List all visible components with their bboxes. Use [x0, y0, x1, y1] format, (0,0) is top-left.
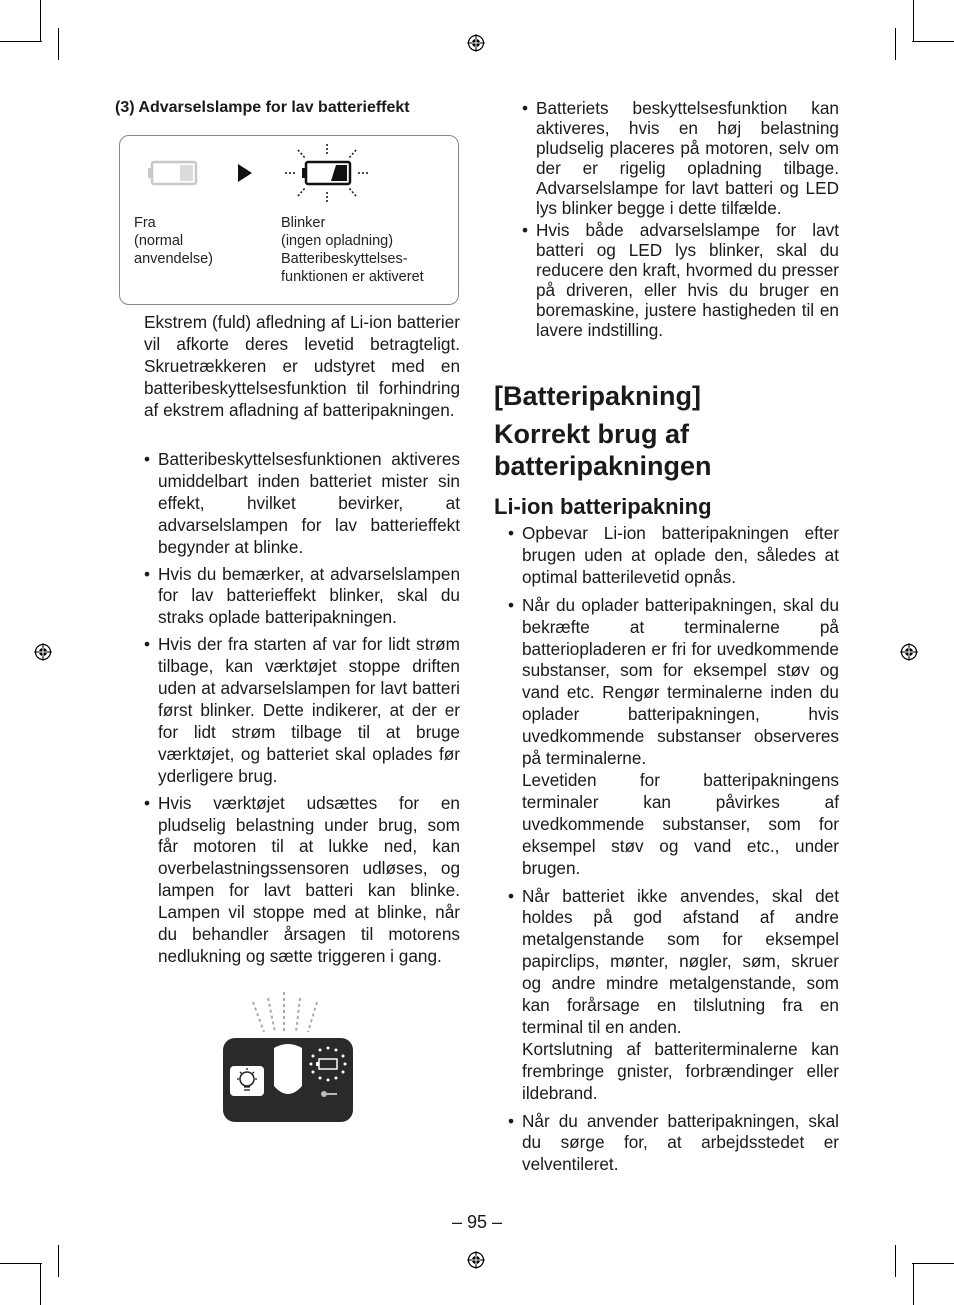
crop-mark	[912, 1263, 954, 1264]
crop-mark	[0, 1263, 42, 1264]
page-subtitle: Korrekt brug af batteripakningen	[494, 419, 712, 481]
registration-mark-icon	[34, 643, 52, 661]
list-item: • Hvis du bemærker, at advarselslampen for lav batterieffekt blinker, skal du straks oplade batteripakningen.	[144, 564, 460, 630]
right-top-bullet-list	[522, 98, 839, 340]
section-title: Li-ion batteripakning	[494, 494, 712, 519]
list-item: • Hvis værktøjet udsættes for en pludselig belastning under brug, som får motoren til at lukke ned, kan overbelastningssensoren udløses, og lampen for lavt batteri kan blinke. Lampen vil stoppe med at blinke, når du behandler årsagen til motorens nedlukning og sætte triggeren i gang.	[144, 793, 460, 968]
list-item-note: Kortslutning af batteriterminalerne kan frembringe gnister, forbrændinger eller ildebrand.	[522, 1038, 839, 1103]
diagram-label-blinking	[281, 214, 456, 286]
crop-mark	[0, 41, 42, 42]
crop-mark	[40, 0, 41, 42]
list-item	[508, 595, 839, 880]
label-line: (normal	[134, 233, 184, 249]
label-line: Batteribeskyttelses-	[281, 251, 408, 267]
list-item: • Hvis både advarselslampe for lavt batteri og LED lys blinker, skal du reducere den kraft, hvormed du presser på driveren, eller hvis du bruger en boremaskine, justere hastigheden til en lavere indstilling.	[522, 220, 839, 340]
diagram-label-off	[134, 214, 254, 268]
label-line: anvendelse)	[134, 251, 213, 267]
tool-indicator-panel-illustration	[220, 990, 360, 1125]
crop-mark	[58, 28, 59, 60]
list-item-text: • Opbevar Li-ion batteripakningen efter brugen uden at oplade den, således at optimal batterilevetid opnås.	[522, 523, 839, 587]
right-bullet-list	[508, 523, 839, 1176]
list-item	[508, 886, 839, 1105]
intro-paragraph: Ekstrem (fuld) afledning af Li-ion batterier vil afkorte deres levetid betragteligt. Skruetrækkeren er udstyret med en batteribeskyttelsesfunktion til forhindring af ekstrem afladning af batteripakningen.	[144, 312, 460, 420]
label-line: funktionen er aktiveret	[281, 269, 424, 285]
list-item: • Hvis der fra starten af var for lidt strøm tilbage, kan værktøjet stoppe driften uden at advarselslampen for lavt batteri først blinker. Dette indikerer, at der er for lidt strøm tilbage til at bruge værktøjet, og batteriet skal oplades før yderligere brug.	[144, 634, 460, 787]
list-item-text: • Når du anvender batteripakningen, skal du sørge for, at arbejdsstedet er velventileret.	[522, 1110, 839, 1175]
left-bullet-list	[144, 449, 460, 968]
crop-mark	[913, 0, 914, 42]
crop-mark	[913, 1263, 914, 1305]
list-item	[508, 523, 839, 589]
registration-mark-icon	[467, 1251, 485, 1269]
registration-mark-icon	[467, 34, 485, 52]
list-item: • Batteriets beskyttelsesfunktion kan aktiveres, hvis en høj belastning pludselig placeres på motoren, selv om der er rigelig opladning tilbage. Advarselslampe for lavt batteri og LED lys blinker begge i dette tilfælde.	[522, 98, 839, 218]
registration-mark-icon	[900, 643, 918, 661]
label-line: (ingen opladning)	[281, 233, 394, 249]
battery-indicator-diagram	[119, 135, 459, 305]
crop-mark	[895, 28, 896, 60]
page-title: [Batteripakning]	[494, 381, 702, 411]
list-item-text: • Når du oplader batteripakningen, skal du bekræfte at terminalerne på batteriopladeren er fri for uvedkommende substanser, som for eksempel støv og vand etc. Rengør terminalerne inden du oplader batteripakningen, hvis uvedkommende substanser observeres på terminalerne.	[522, 594, 839, 769]
list-item	[508, 1111, 839, 1177]
label-line: Fra	[134, 215, 156, 231]
list-item-text: • Når batteriet ikke anvendes, skal det holdes på god afstand af andre metalgenstande som for eksempel papirclips, mønter, nøgler, søm, skruer og andre mindre metalgenstande, som kan forårsage en tilslutning fra en terminal til en anden.	[522, 885, 839, 1037]
list-item-note: Levetiden for batteripakningens terminaler kan påvirkes af uvedkommende substanser, som for eksempel støv og vand etc., under brugen.	[522, 769, 839, 878]
page-number: – 95 –	[451, 1212, 503, 1232]
list-item: • Batteribeskyttelsesfunktionen aktiveres umiddelbart inden batteriet mister sin effekt, hvilket bevirker, at advarselslampen for lav batterieffekt begynder at blinke.	[144, 449, 460, 559]
battery-flash-illustration	[120, 136, 458, 216]
crop-mark	[58, 1245, 59, 1277]
crop-mark	[40, 1263, 41, 1305]
crop-mark	[912, 41, 954, 42]
label-line: Blinker	[281, 215, 326, 231]
crop-mark	[895, 1245, 896, 1277]
section-heading: (3) Advarselslampe for lav batterieffekt	[115, 99, 410, 116]
